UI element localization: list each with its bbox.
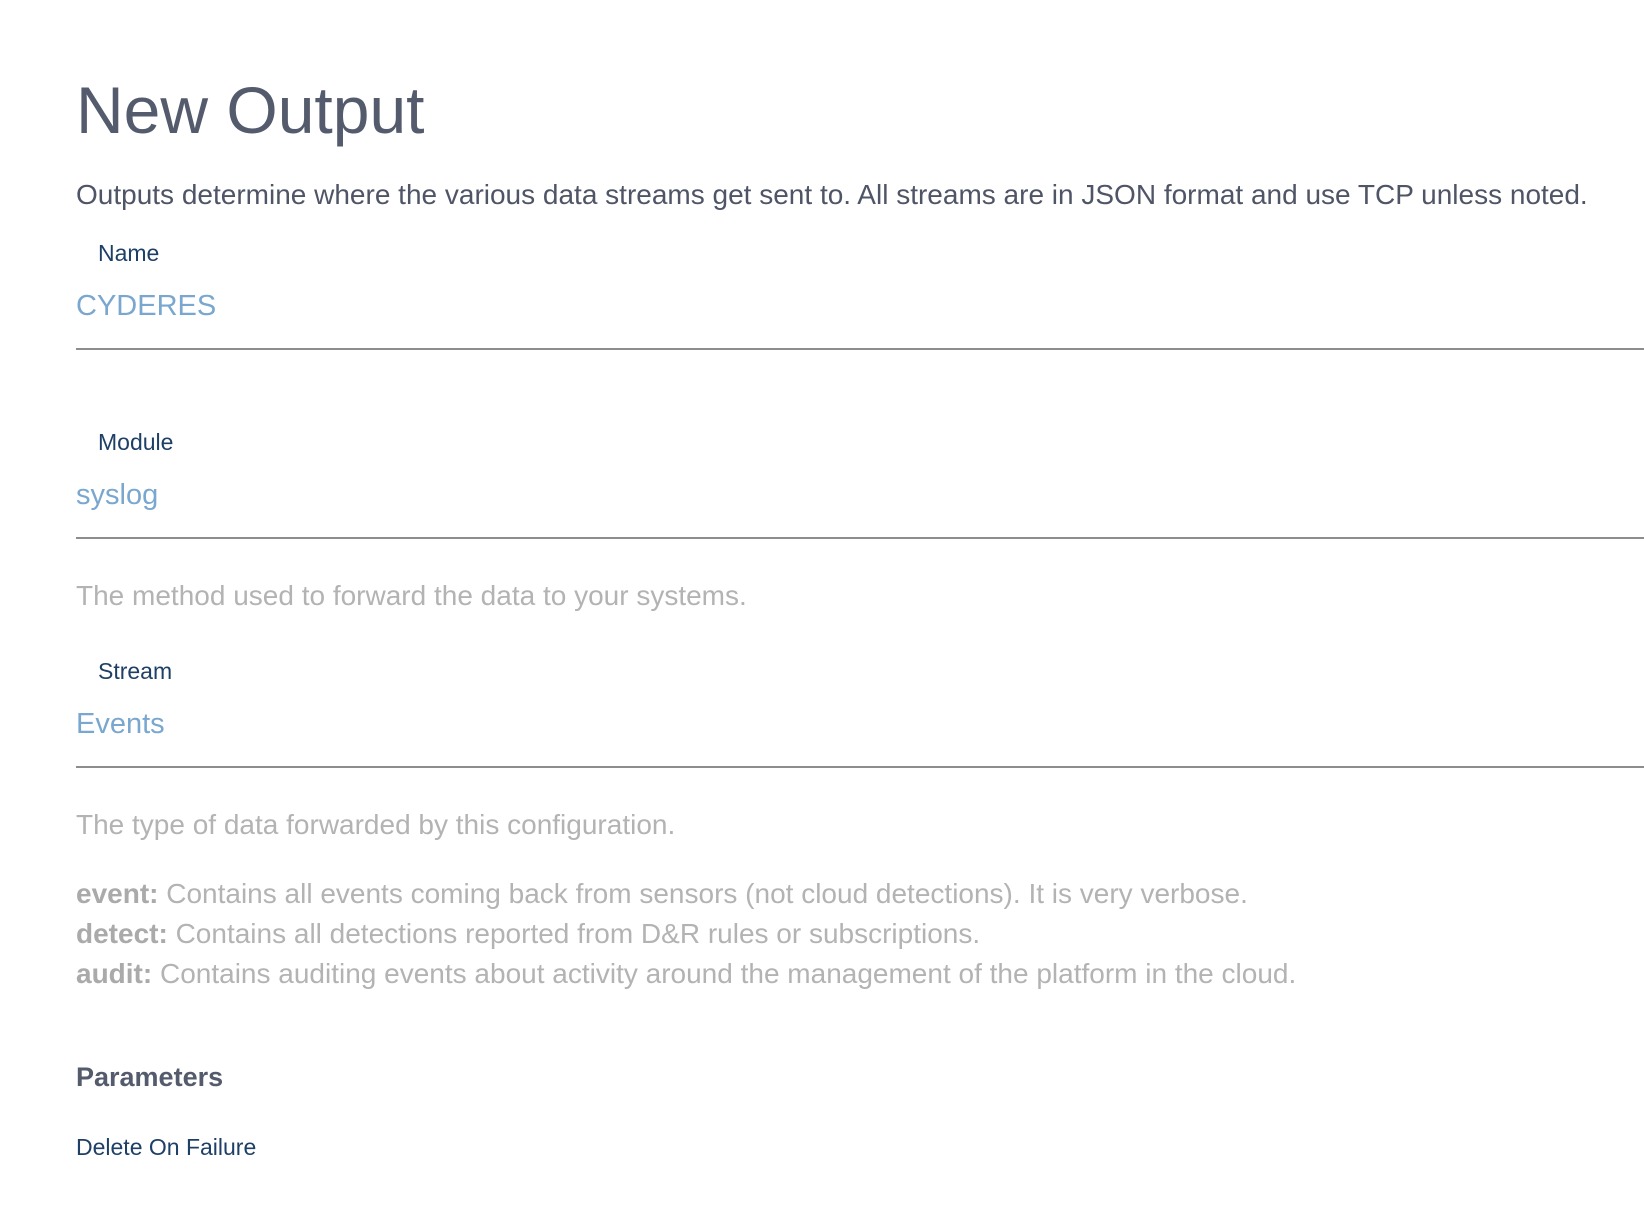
module-select[interactable]: syslog [76,479,159,511]
stream-field-underline [76,766,1644,768]
definition-term: detect: [76,918,168,949]
definition-term: event: [76,878,159,909]
name-input[interactable]: CYDERES [76,290,217,322]
page-description: Outputs determine where the various data streams get sent to. All streams are in JSON format and use TCP unless noted. [76,179,1588,210]
stream-helper-text: The type of data forwarded by this configuration. [76,809,676,840]
module-helper-text: The method used to forward the data to your systems. [76,580,747,611]
stream-definitions [76,874,1296,994]
stream-definition-detect [76,914,1296,954]
parameters-heading: Parameters [76,1062,224,1092]
definition-text: Contains all events coming back from sensors (not cloud detections). It is very verbose. [158,878,1248,909]
stream-definition-event [76,874,1296,914]
name-field-label: Name [98,240,160,266]
module-field-label: Module [98,429,174,455]
definition-text: Contains all detections reported from D&R rules or subscriptions. [167,918,981,949]
stream-definition-audit [76,954,1296,994]
name-field-underline [76,348,1644,350]
definition-term: audit: [76,958,153,989]
definition-text: Contains auditing events about activity around the management of the platform in the cloud. [152,958,1297,989]
stream-select[interactable]: Events [76,708,165,740]
page-title: New Output [76,73,425,147]
stream-field-label: Stream [98,658,173,684]
delete-on-failure-label[interactable]: Delete On Failure [76,1134,257,1160]
module-field-underline [76,537,1644,539]
